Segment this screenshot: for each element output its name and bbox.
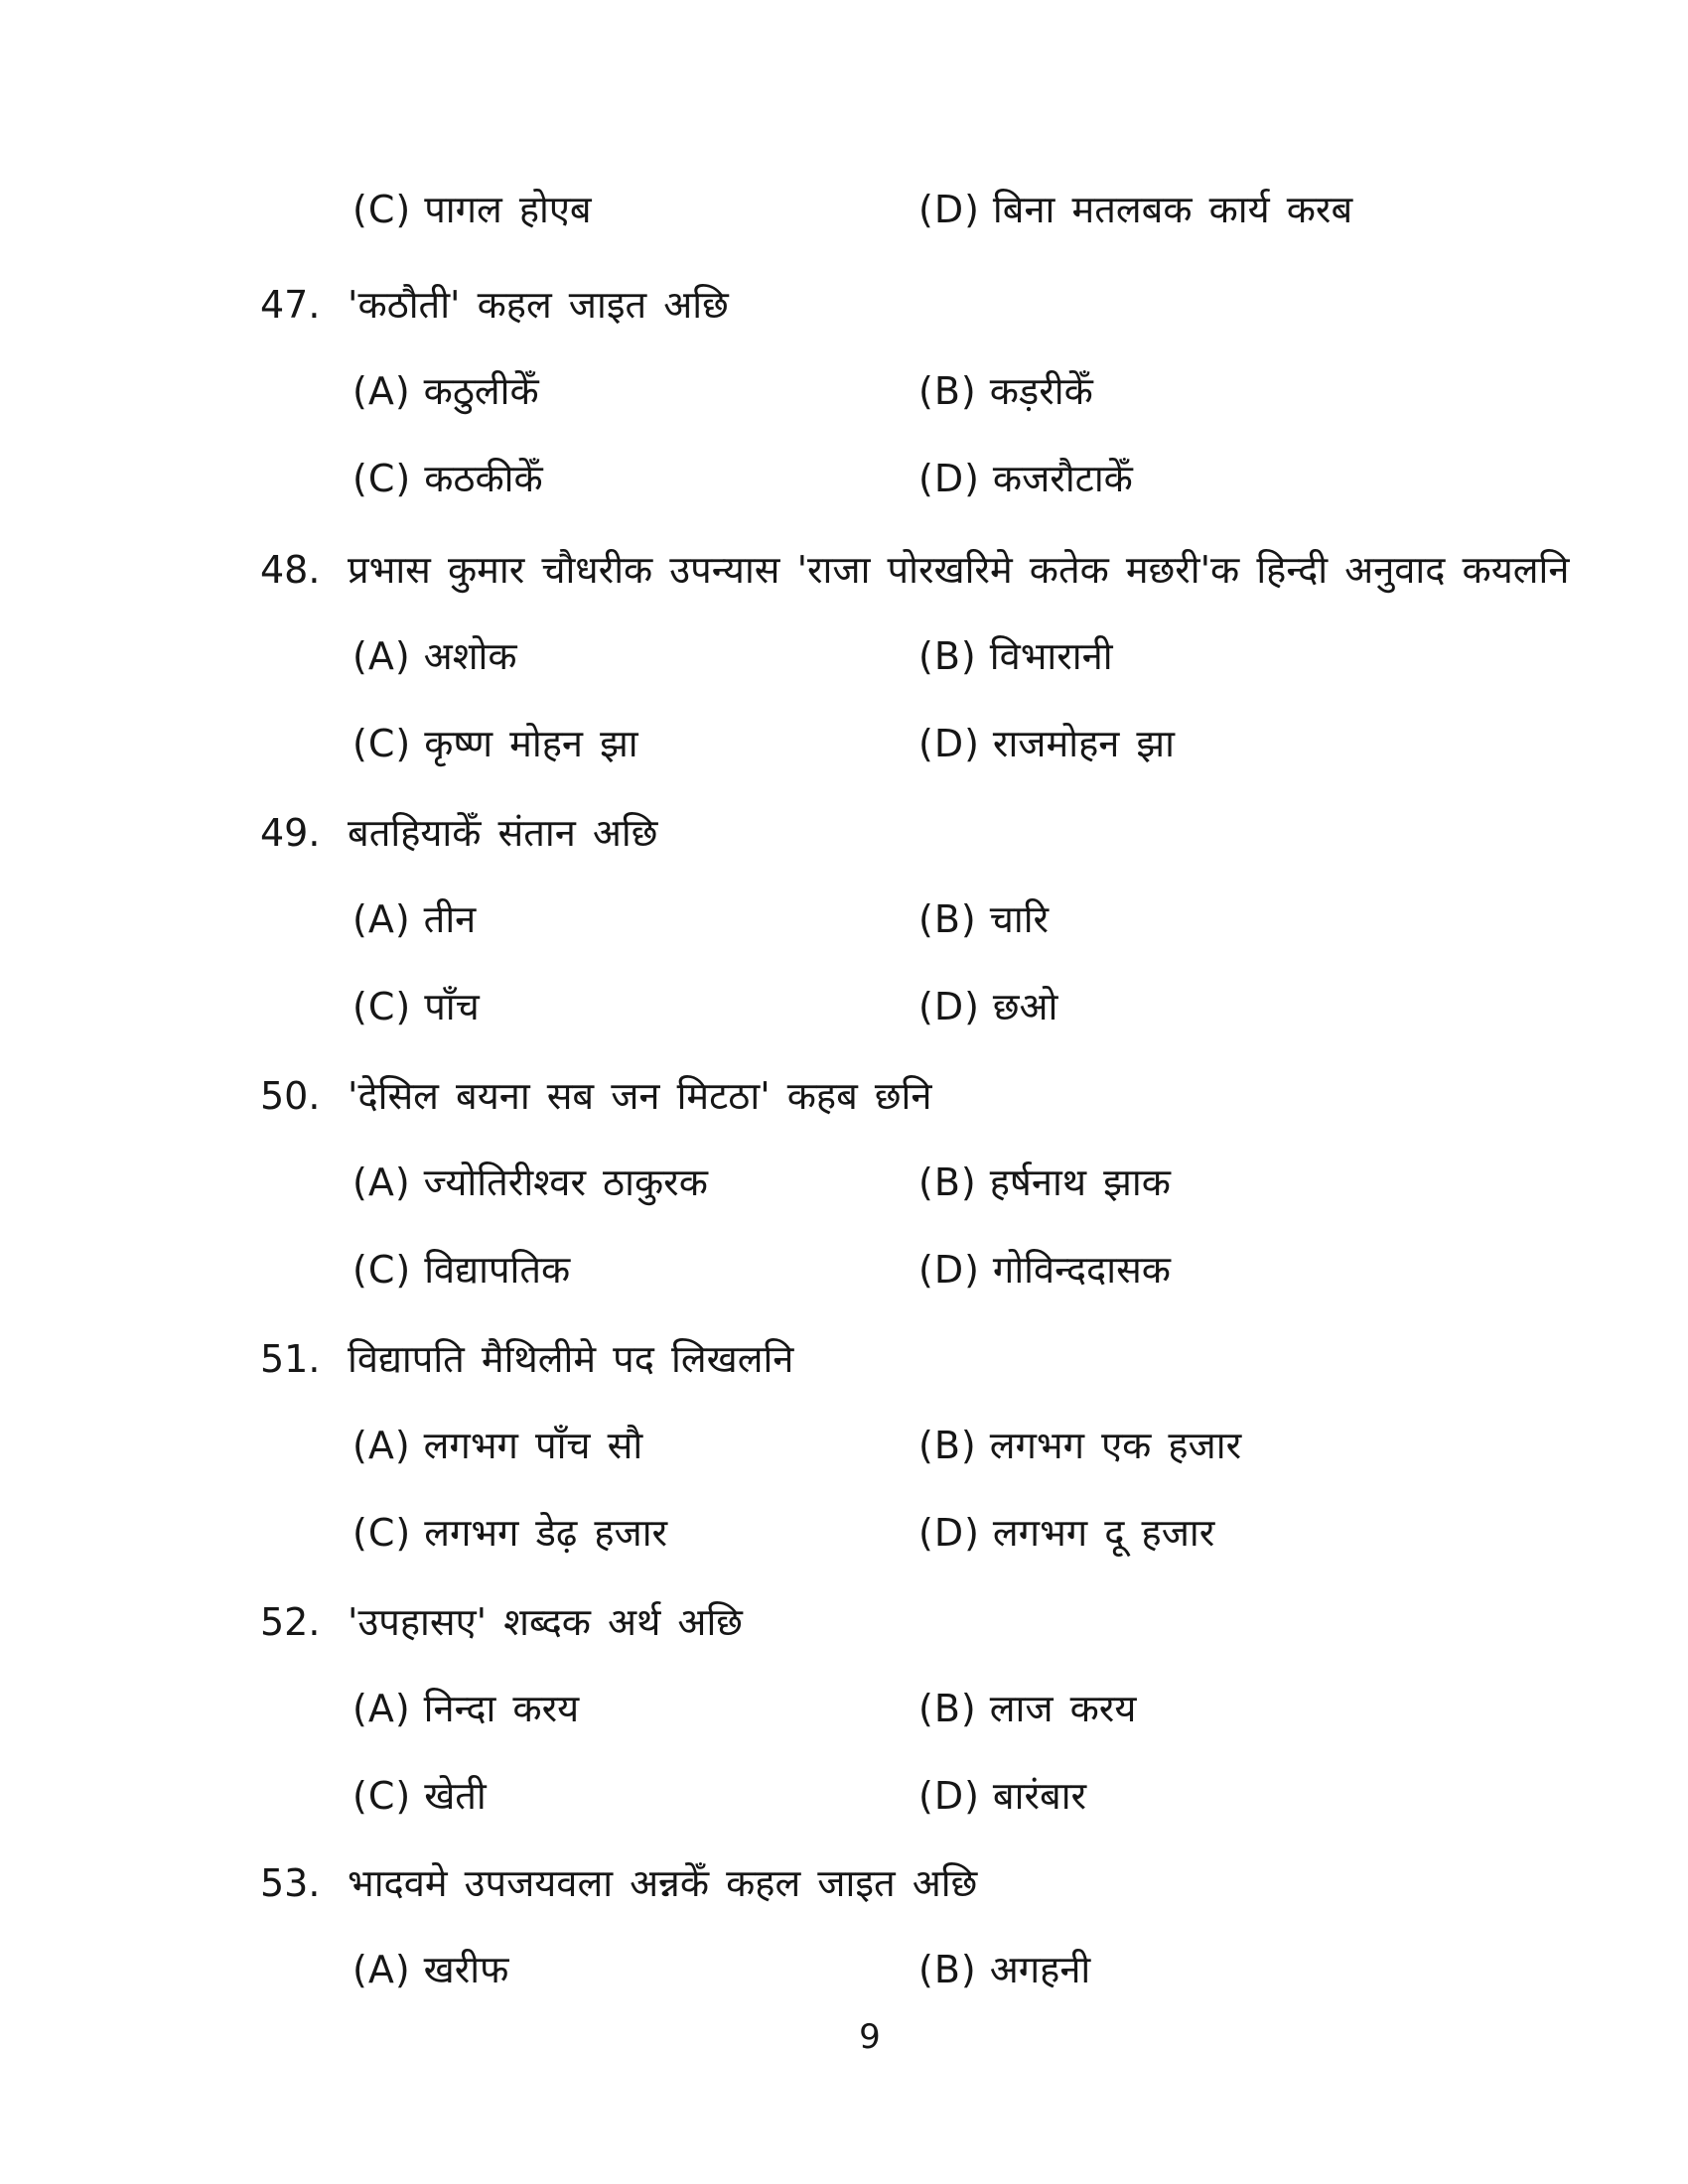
option-d	[918, 1770, 1086, 1822]
option-text: गोविन्ददासक	[992, 1248, 1171, 1292]
option-c	[352, 1507, 667, 1559]
option-label: (A)	[352, 1687, 411, 1730]
options-row	[0, 1507, 1688, 1559]
option-text: निन्दा करय	[423, 1687, 580, 1730]
option-label: (B)	[918, 897, 977, 941]
option-label: (D)	[918, 457, 980, 500]
question-number: 51.	[260, 1337, 321, 1381]
option-label: (D)	[918, 985, 980, 1028]
option-text: बिना मतलबक कार्य करब	[992, 188, 1353, 231]
options-row	[0, 630, 1688, 682]
option-label: (B)	[918, 1424, 977, 1467]
option-b	[918, 1944, 1090, 1995]
options-row	[0, 365, 1688, 417]
question-number: 47.	[260, 283, 321, 327]
option-text: तीन	[423, 897, 477, 941]
option-label: (A)	[352, 1948, 411, 1991]
option-text: पागल होएब	[424, 188, 592, 231]
question-text: 'देसिल बयना सब जन मिटठा' कहब छनि	[348, 1074, 932, 1118]
option-d	[918, 718, 1175, 769]
option-label: (B)	[918, 1687, 977, 1730]
options-row	[0, 184, 1688, 235]
options-row	[0, 718, 1688, 769]
option-text: पाँच	[424, 985, 480, 1028]
question-row-53	[0, 1857, 1688, 1909]
option-text: विभारानी	[989, 634, 1113, 678]
option-text: खेती	[424, 1774, 487, 1818]
option-b	[918, 1683, 1136, 1734]
option-c	[352, 184, 592, 235]
option-b	[918, 893, 1049, 945]
option-a	[352, 630, 517, 682]
option-label: (B)	[918, 1948, 977, 1991]
option-text: लगभग पाँच सौ	[423, 1424, 643, 1467]
option-text: विद्यापतिक	[424, 1248, 571, 1292]
question-row-51	[0, 1333, 1688, 1385]
option-label: (C)	[352, 188, 412, 231]
option-text: बारंबार	[992, 1774, 1087, 1818]
option-text: राजमोहन झा	[992, 722, 1175, 765]
option-c	[352, 453, 543, 504]
option-text: कड़रीकेँ	[989, 369, 1093, 413]
question-number: 48.	[260, 548, 321, 592]
question-row-52	[0, 1596, 1688, 1648]
options-row	[0, 1683, 1688, 1734]
option-text: लाज करय	[989, 1687, 1137, 1730]
option-label: (D)	[918, 722, 980, 765]
question-row-50	[0, 1070, 1688, 1122]
option-text: लगभग एक हजार	[989, 1424, 1242, 1467]
options-row	[0, 453, 1688, 504]
option-label: (A)	[352, 897, 411, 941]
option-c	[352, 981, 480, 1032]
option-d	[918, 1244, 1171, 1296]
option-label: (A)	[352, 369, 411, 413]
option-text: अगहनी	[989, 1948, 1091, 1991]
option-b	[918, 365, 1093, 417]
option-d	[918, 1507, 1214, 1559]
question-text: भादवमे उपजयवला अन्नकेँ कहल जाइत अछि	[348, 1861, 978, 1905]
option-text: चारि	[989, 897, 1050, 941]
options-row	[0, 1420, 1688, 1471]
option-text: कठकीकेँ	[424, 457, 543, 500]
option-d	[918, 453, 1133, 504]
question-text: 'उपहासए' शब्दक अर्थ अछि	[348, 1600, 743, 1644]
option-text: ज्योतिरीश्वर ठाकुरक	[423, 1160, 708, 1204]
question-number: 53.	[260, 1861, 321, 1905]
option-d	[918, 981, 1057, 1032]
option-label: (C)	[352, 1511, 412, 1555]
option-a	[352, 1157, 708, 1208]
question-number: 50.	[260, 1074, 321, 1118]
option-b	[918, 630, 1113, 682]
question-number: 52.	[260, 1600, 321, 1644]
option-label: (D)	[918, 1774, 980, 1818]
option-label: (A)	[352, 1160, 411, 1204]
option-text: अशोक	[423, 634, 517, 678]
option-text: कजरौटाकेँ	[992, 457, 1133, 500]
option-label: (C)	[352, 985, 412, 1028]
option-text: कृष्ण मोहन झा	[424, 722, 638, 765]
option-c	[352, 1770, 487, 1822]
question-text: बतहियाकेँ संतान अछि	[348, 811, 658, 855]
option-label: (A)	[352, 634, 411, 678]
options-row	[0, 1244, 1688, 1296]
question-row-49	[0, 807, 1688, 859]
question-text: 'कठौती' कहल जाइत अछि	[348, 283, 729, 327]
option-b	[918, 1420, 1241, 1471]
option-text: लगभग डेढ़ हजार	[424, 1511, 668, 1555]
option-text: छओ	[992, 985, 1058, 1028]
options-row	[0, 1944, 1688, 1995]
option-label: (B)	[918, 369, 977, 413]
option-label: (C)	[352, 722, 412, 765]
option-label: (B)	[918, 634, 977, 678]
option-b	[918, 1157, 1171, 1208]
option-a	[352, 1420, 642, 1471]
option-label: (C)	[352, 457, 412, 500]
question-number: 49.	[260, 811, 321, 855]
options-row	[0, 1157, 1688, 1208]
option-label: (C)	[352, 1774, 412, 1818]
question-text: विद्यापति मैथिलीमे पद लिखलनि	[348, 1337, 794, 1381]
option-label: (B)	[918, 1160, 977, 1204]
option-text: लगभग दू हजार	[992, 1511, 1215, 1555]
option-text: खरीफ	[423, 1948, 509, 1991]
question-row-48	[0, 544, 1688, 596]
option-label: (D)	[918, 188, 980, 231]
option-d	[918, 184, 1352, 235]
option-a	[352, 1944, 508, 1995]
option-label: (D)	[918, 1248, 980, 1292]
option-text: हर्षनाथ झाक	[989, 1160, 1171, 1204]
option-label: (D)	[918, 1511, 980, 1555]
option-text: कठुलीकेँ	[423, 369, 539, 413]
option-label: (A)	[352, 1424, 411, 1467]
options-row	[0, 1770, 1688, 1822]
option-a	[352, 1683, 579, 1734]
options-row	[0, 981, 1688, 1032]
option-label: (C)	[352, 1248, 412, 1292]
question-text: प्रभास कुमार चौधरीक उपन्यास 'राजा पोरखरिमे कतेक मछरी'क हिन्दी अनुवाद कयलनि	[348, 548, 1570, 592]
option-a	[352, 365, 539, 417]
question-row-47	[0, 279, 1688, 331]
option-c	[352, 718, 638, 769]
options-row	[0, 893, 1688, 945]
page-number: 9	[859, 2017, 881, 2057]
option-c	[352, 1244, 570, 1296]
option-a	[352, 893, 476, 945]
